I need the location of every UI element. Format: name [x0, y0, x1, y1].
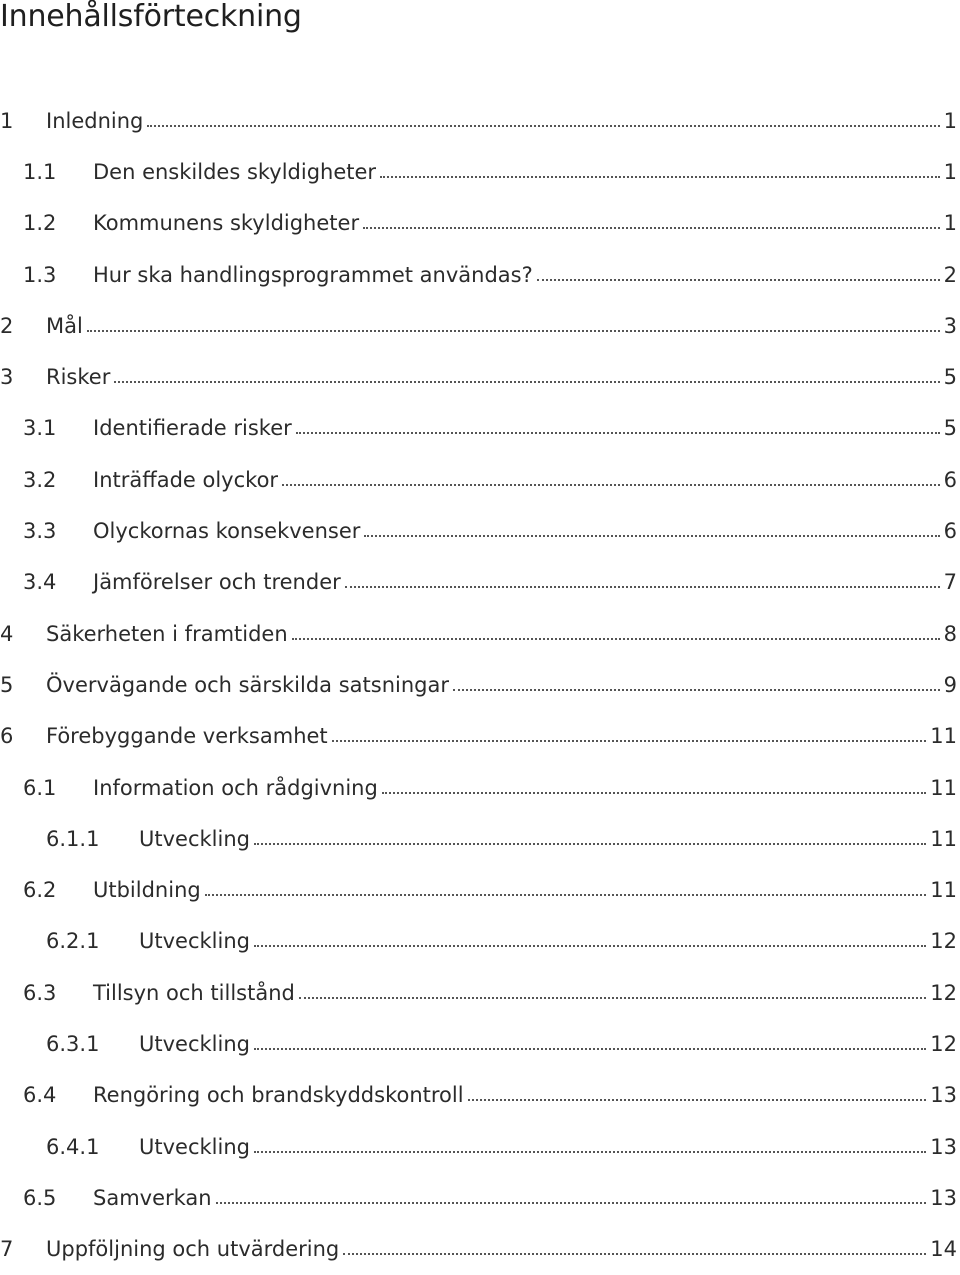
dot-leader	[205, 894, 927, 896]
page-title: Innehållsförteckning	[0, 0, 302, 34]
toc-entry-number: 7	[0, 1237, 14, 1262]
toc-entry-number: 1.1	[23, 159, 57, 184]
dot-leader	[363, 227, 940, 229]
dot-leader	[364, 535, 939, 537]
toc-entry-page-number: 13	[930, 1083, 957, 1108]
toc-entry-title[interactable]: Inledning	[46, 108, 144, 133]
toc-entry-title[interactable]: Utbildning	[93, 878, 201, 903]
toc-entry[interactable]	[0, 916, 960, 967]
toc-entry-number: 6.2.1	[46, 929, 100, 954]
dot-leader	[345, 586, 940, 588]
dot-leader	[216, 1202, 927, 1204]
toc-entry[interactable]	[0, 198, 960, 249]
toc-entry[interactable]	[0, 249, 960, 300]
toc-entry-page-number: 5	[943, 365, 957, 390]
toc-entry-number: 4	[0, 621, 14, 646]
dot-leader	[468, 1099, 927, 1101]
toc-entry-page-number: 13	[930, 1185, 957, 1210]
toc-entry[interactable]	[0, 1070, 960, 1121]
toc-entry[interactable]	[0, 403, 960, 454]
dot-leader	[254, 945, 926, 947]
dot-leader	[147, 125, 939, 127]
dot-leader	[254, 1048, 926, 1050]
dot-leader	[343, 1253, 926, 1255]
toc-entry-title[interactable]: Utveckling	[139, 1134, 250, 1159]
table-of-contents	[0, 95, 960, 1275]
toc-entry-title[interactable]: Utveckling	[139, 1031, 250, 1056]
toc-entry-number: 6.5	[23, 1185, 57, 1210]
toc-entry-number: 3	[0, 365, 14, 390]
toc-entry-number: 1	[0, 108, 14, 133]
dot-leader	[332, 740, 927, 742]
toc-entry-title[interactable]: Information och rådgivning	[93, 775, 378, 800]
toc-entry[interactable]	[0, 1172, 960, 1223]
toc-entry-page-number: 6	[943, 467, 957, 492]
toc-entry-number: 2	[0, 313, 14, 338]
toc-entry-title[interactable]: Rengöring och brandskyddskontroll	[93, 1083, 464, 1108]
toc-entry-title[interactable]: Tillsyn och tillstånd	[93, 980, 295, 1005]
toc-entry-title[interactable]: Kommunens skyldigheter	[93, 211, 360, 236]
toc-entry-number: 3.3	[23, 519, 57, 544]
toc-entry[interactable]	[0, 813, 960, 864]
toc-entry-title[interactable]: Utveckling	[139, 929, 250, 954]
toc-entry-page-number: 2	[943, 262, 957, 287]
toc-entry-number: 5	[0, 672, 14, 697]
dot-leader	[292, 638, 940, 640]
toc-entry-page-number: 3	[943, 313, 957, 338]
toc-entry[interactable]	[0, 557, 960, 608]
toc-entry-number: 6.1	[23, 775, 57, 800]
dot-leader	[254, 843, 926, 845]
toc-entry-page-number: 12	[930, 929, 957, 954]
toc-entry-title[interactable]: Inträffade olyckor	[93, 467, 279, 492]
toc-entry[interactable]	[0, 1018, 960, 1069]
dot-leader	[296, 432, 940, 434]
dot-leader	[382, 792, 926, 794]
toc-entry-title[interactable]: Säkerheten i framtiden	[46, 621, 288, 646]
toc-entry-number: 6.3	[23, 980, 57, 1005]
toc-entry-title[interactable]: Identifierade risker	[93, 416, 292, 441]
dot-leader	[453, 689, 940, 691]
toc-entry-number: 6.4	[23, 1083, 57, 1108]
toc-entry-title[interactable]: Övervägande och särskilda satsningar	[46, 672, 449, 697]
toc-entry-title[interactable]: Uppföljning och utvärdering	[46, 1237, 340, 1262]
toc-entry-title[interactable]: Jämförelser och trender	[93, 570, 341, 595]
toc-entry-page-number: 5	[943, 416, 957, 441]
toc-entry[interactable]	[0, 967, 960, 1018]
toc-entry-title[interactable]: Mål	[46, 313, 83, 338]
toc-entry[interactable]	[0, 762, 960, 813]
toc-entry-page-number: 13	[930, 1134, 957, 1159]
toc-entry-number: 6.3.1	[46, 1031, 100, 1056]
toc-entry-title[interactable]: Hur ska handlingsprogrammet användas?	[93, 262, 533, 287]
toc-entry-page-number: 11	[930, 878, 957, 903]
toc-entry-page-number: 11	[930, 724, 957, 749]
toc-entry-page-number: 12	[930, 1031, 957, 1056]
toc-entry[interactable]	[0, 300, 960, 351]
toc-entry-page-number: 11	[930, 826, 957, 851]
dot-leader	[114, 381, 939, 383]
dot-leader	[87, 330, 940, 332]
dot-leader	[299, 997, 926, 999]
dot-leader	[537, 279, 940, 281]
toc-entry[interactable]	[0, 95, 960, 146]
toc-entry[interactable]	[0, 454, 960, 505]
toc-entry-page-number: 14	[930, 1237, 957, 1262]
toc-entry-number: 6.1.1	[46, 826, 100, 851]
toc-entry-number: 3.2	[23, 467, 57, 492]
toc-entry-page-number: 8	[943, 621, 957, 646]
toc-entry-page-number: 1	[943, 108, 957, 133]
toc-entry-number: 1.3	[23, 262, 57, 287]
toc-entry[interactable]	[0, 146, 960, 197]
toc-entry-number: 6	[0, 724, 14, 749]
toc-entry[interactable]	[0, 864, 960, 915]
dot-leader	[380, 176, 940, 178]
toc-entry-title[interactable]: Utveckling	[139, 826, 250, 851]
toc-entry-title[interactable]: Olyckornas konsekvenser	[93, 519, 361, 544]
toc-entry[interactable]	[0, 608, 960, 659]
toc-entry-page-number: 11	[930, 775, 957, 800]
toc-entry-title[interactable]: Risker	[46, 365, 111, 390]
toc-entry-page-number: 6	[943, 519, 957, 544]
dot-leader	[254, 1151, 926, 1153]
toc-entry-page-number: 9	[943, 672, 957, 697]
dot-leader	[282, 484, 940, 486]
toc-entry-page-number: 1	[943, 211, 957, 236]
toc-entry-title[interactable]: Samverkan	[93, 1185, 212, 1210]
toc-entry-number: 6.2	[23, 878, 57, 903]
toc-entry[interactable]	[0, 659, 960, 710]
toc-entry-page-number: 12	[930, 980, 957, 1005]
toc-entry-number: 3.1	[23, 416, 57, 441]
toc-entry-page-number: 7	[943, 570, 957, 595]
toc-entry-page-number: 1	[943, 159, 957, 184]
toc-entry-number: 6.4.1	[46, 1134, 100, 1159]
toc-entry[interactable]	[0, 711, 960, 762]
toc-entry-title[interactable]: Den enskildes skyldigheter	[93, 159, 377, 184]
toc-entry-number: 3.4	[23, 570, 57, 595]
toc-entry[interactable]	[0, 1121, 960, 1172]
toc-entry[interactable]	[0, 351, 960, 402]
toc-entry-title[interactable]: Förebyggande verksamhet	[46, 724, 328, 749]
toc-entry-number: 1.2	[23, 211, 57, 236]
toc-entry[interactable]	[0, 505, 960, 556]
toc-entry[interactable]	[0, 1224, 960, 1275]
